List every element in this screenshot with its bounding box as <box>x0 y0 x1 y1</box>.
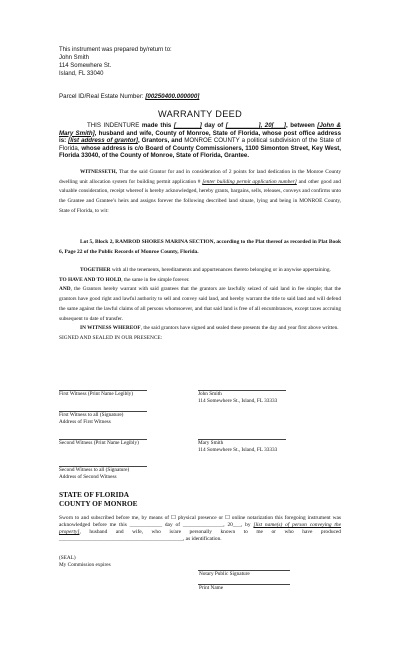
grantor-2-name: Mary Smith <box>198 440 224 446</box>
indenture-month-blank: [_________] <box>225 122 261 129</box>
indenture-day-blank: [_______] <box>173 122 202 129</box>
indenture-comma: , <box>285 122 288 129</box>
in-witness-text: , the said grantors have signed and sealed these presents the day and year first above written. <box>140 325 339 332</box>
second-witness-sign-block <box>59 467 129 480</box>
grantor-1-block <box>198 391 277 404</box>
witnesseth-text-a: That the said Grantor for and in consideration of 2 points for land dedication in the Monroe County dwelling unit allocation system for building permit application # <box>59 169 341 185</box>
conveying-person-blank: [list name(s) of person conveying the property] <box>59 522 341 535</box>
in-witness-paragraph <box>59 324 341 334</box>
parcel-label: Parcel ID/Real Estate Number: <box>59 93 144 100</box>
to-hold-paragraph <box>59 276 341 286</box>
and-text: , the Grantors hereby warrant with said grantees that the grantors are lawfully seized of said land in fee simple; that the grantors have good right and lawful authority to sell and convey said land, and hereby warrant the title to said land and will defend the same against the lawful claims of all persons whomsoever, and that said land is free of all encumbrances, except taxes accruing subsequent to date of transfer. <box>59 286 341 322</box>
preparer-city: Island, FL 33040 <box>59 71 104 77</box>
grantor-names: [John & Mary Smith] <box>59 122 341 137</box>
sworn-text-b: , husband and wife, who is/are personally known to me or who have produced ______________________________________________, as identification. <box>59 529 341 542</box>
notary-acknowledgment <box>59 515 341 543</box>
witnesseth-lead: WITNESSETH, <box>80 169 117 175</box>
preparer-street: 114 Somewhere St. <box>59 63 112 69</box>
legal-description: Lot 5, Block 2, RAMROD SHORES MARINA SECTION, according to the Plat thereof as recorded in Plat Book 6, Page 22 of the Public Records of Monroe County, Florida. <box>59 239 341 255</box>
indenture-grantee: whose address is c/o Board of County Commissioners, 1100 Simonton Street, Key West, Florida 33040, of the County of Monroe, State of Florida, Grantee. <box>59 144 341 160</box>
grantor-2-block <box>198 440 277 453</box>
indenture-between: between <box>290 122 315 129</box>
covenants-block <box>59 266 341 344</box>
indenture-paragraph <box>59 122 341 160</box>
prepared-by-label: This instrument was prepared by/return to: <box>59 47 172 53</box>
grantor-1-name: John Smith <box>198 391 222 397</box>
second-witness-address-label: Address of Second Witness <box>59 473 117 480</box>
permit-application-blank: [enter building permit application number] <box>202 178 297 185</box>
second-witness-print-label: Second Witness (Print Name Legibly) <box>59 440 139 446</box>
prepared-by-block <box>59 46 172 78</box>
state-heading: STATE OF FLORIDA <box>59 490 130 499</box>
parcel-id <box>59 93 199 100</box>
grantor-address: [list address of grantor] <box>68 137 138 145</box>
second-witness-sign-label: Second Witness to all (Signature) <box>59 467 130 473</box>
document-title: WARRANTY DEED <box>157 109 243 119</box>
sworn-text-a: Sworn to and subscribed before me, by means of ☐ physical presence or ☐ online notarization this foregoing instrument was acknowledged before me this ____________ day of _______________, 20___, by <box>59 515 341 528</box>
to-hold-lead: TO HAVE AND TO HOLD <box>59 276 122 283</box>
first-witness-sign-label: First Witness to all (Signature) <box>59 412 124 418</box>
indenture-day-of: day of <box>204 122 224 129</box>
signed-sealed-label: SIGNED AND SEALED IN OUR PRESENCE: <box>59 334 163 341</box>
indenture-year-blank: , 20[___] <box>260 122 286 129</box>
notary-venue <box>59 491 138 508</box>
witnesseth-paragraph <box>59 168 341 217</box>
notary-signature-label: Notary Public Signature <box>199 571 250 577</box>
preparer-name: John Smith <box>59 55 90 61</box>
indenture-made: made this <box>141 122 172 129</box>
indenture-lead: THIS INDENTURE <box>87 122 140 129</box>
print-name-label: Print Name <box>199 585 224 591</box>
first-witness-print-label: First Witness (Print Name Legibly) <box>59 391 134 397</box>
and-lead: AND <box>59 286 71 293</box>
to-hold-text: , the same in fee simple forever. <box>121 276 190 283</box>
together-lead: TOGETHER <box>80 267 111 273</box>
seal-label: (SEAL) <box>59 555 76 561</box>
indenture-county: MONROE COUNTY a political subdivision of the State of Florida, <box>59 137 341 152</box>
grantor-1-address: 114 Somewhere St., Island, FL 33333 <box>198 397 278 404</box>
and-paragraph <box>59 285 341 324</box>
first-witness-address-label: Address of First Witness <box>59 418 111 425</box>
parcel-value: [00250400.000000] <box>145 93 200 100</box>
grantor-2-address: 114 Somewhere St., Island, FL 33333 <box>198 446 278 453</box>
county-heading: COUNTY OF MONROE <box>59 498 138 508</box>
together-text: with all the tenements, hereditaments and appurtenances thereto belonging or in anywise appertaining. <box>111 267 331 273</box>
commission-expires-label: My Commission expires <box>59 561 111 568</box>
seal-block <box>59 555 111 568</box>
in-witness-lead: IN WITNESS WHEREOF <box>80 325 141 332</box>
indenture-grantor-desc: , husband and wife, County of Monroe, State of Florida, whose post office address is: <box>59 129 341 145</box>
indenture-grantors-and: , Grantors, and <box>137 137 183 145</box>
together-paragraph <box>59 266 341 276</box>
witnesseth-text-b: and other good and valuable consideration, receipt whereof is hereby acknowledged, hereby grants, bargains, sells, releases, conveys and confirms unto the Grantee and Grantee’s heirs and assigns forever the following described land situate, lying and being in MONROE County, State of Florida, to wit: <box>59 178 341 214</box>
first-witness-sign-block <box>59 412 123 425</box>
